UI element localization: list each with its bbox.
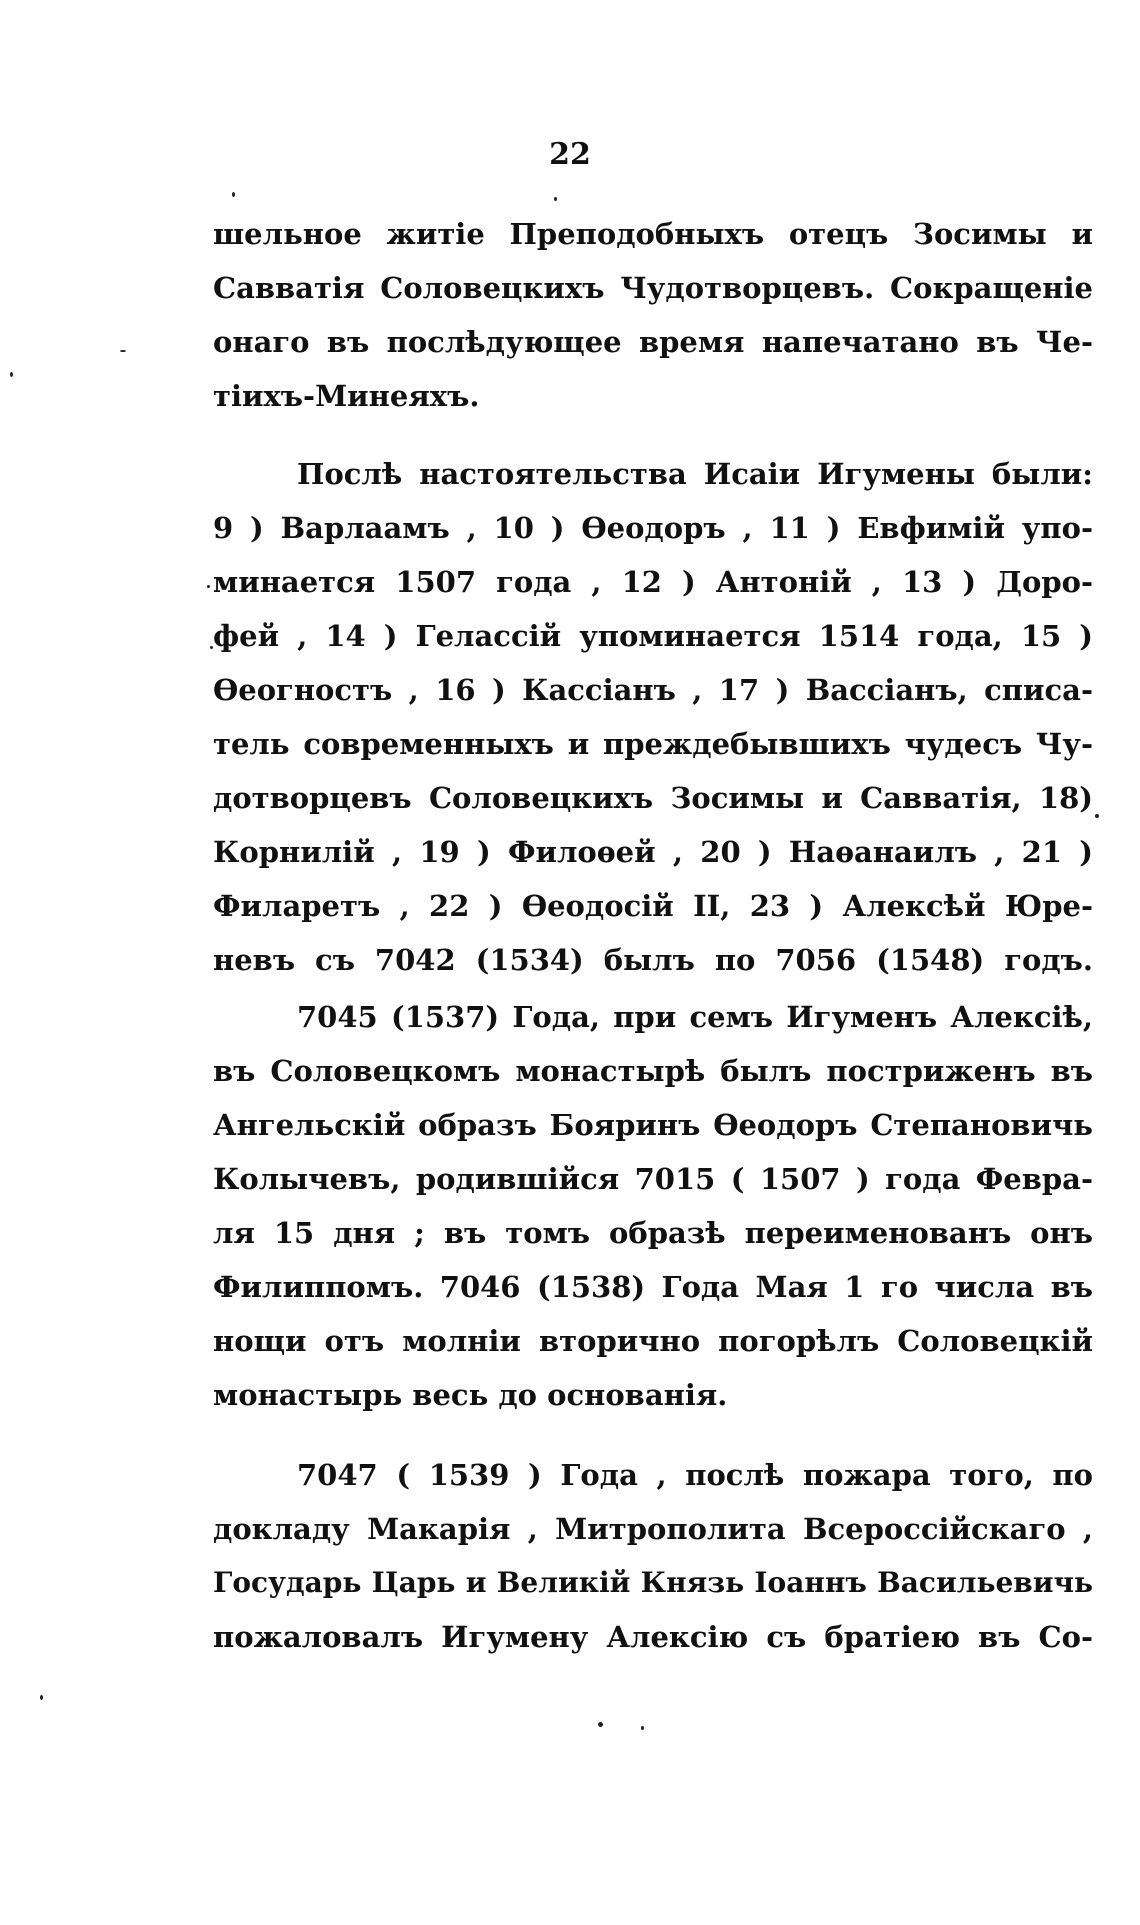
scan-speck (641, 1726, 644, 1730)
text-line: Корнилій , 19 ) Филоѳей , 20 ) Наѳанаилъ , 21 ) (213, 835, 1093, 869)
scan-speck (232, 192, 235, 197)
scan-speck (120, 350, 126, 352)
text-line: шельное житіе Преподобныхъ отецъ Зосимы и (213, 217, 1093, 251)
paragraph-2 (213, 447, 1093, 987)
text-line: монастырь весь до основанія. (213, 1378, 728, 1412)
paragraph-1 (213, 207, 1093, 423)
text-line: 7045 (1537) Года, при семъ Игуменъ Алексіѣ, (297, 1000, 1093, 1034)
text-line: Савватія Соловецкихъ Чудотворцевъ. Сокращеніе (213, 271, 1093, 305)
page-number: 22 (549, 137, 591, 172)
scan-speck (598, 1722, 603, 1727)
scan-speck (10, 372, 13, 377)
text-line: пожаловалъ Игумену Алексію съ братіею въ Со- (213, 1620, 1093, 1654)
scan-speck (40, 1695, 43, 1700)
text-line: нощи отъ молніи вторично погорѣлъ Соловецкій (213, 1324, 1093, 1358)
paragraph-3 (213, 990, 1093, 1422)
paragraph-4 (213, 1448, 1093, 1664)
text-line: 7047 ( 1539 ) Года , послѣ пожара того, по (297, 1458, 1093, 1492)
text-line: Ѳеогностъ , 16 ) Кассіанъ , 17 ) Вассіанъ, списа- (213, 673, 1093, 707)
text-line: 9 ) Варлаамъ , 10 ) Ѳеодоръ , 11 ) Евфимій упо- (213, 511, 1093, 545)
text-line: дотворцевъ Соловецкихъ Зосимы и Савватія, 18) (213, 781, 1093, 815)
text-line: Филиппомъ. 7046 (1538) Года Мая 1 го числа въ (213, 1270, 1093, 1304)
text-line: Колычевъ, родившійся 7015 ( 1507 ) года Февра- (213, 1162, 1093, 1196)
text-line: докладу Макарія , Митрополита Всероссійскаго , (213, 1512, 1093, 1546)
text-line: Послѣ настоятельства Исаіи Игумены были: (297, 457, 1093, 491)
scan-speck (554, 197, 557, 201)
text-line: минается 1507 года , 12 ) Антоній , 13 ) Доро- (213, 565, 1093, 599)
text-line: Филаретъ , 22 ) Ѳеодосій II, 23 ) Алексѣй Юре- (213, 889, 1093, 923)
scan-speck (210, 646, 213, 649)
text-line: тіихъ-Минеяхъ. (213, 379, 480, 413)
text-line: невъ съ 7042 (1534) былъ по 7056 (1548) годъ. (213, 943, 1093, 977)
text-line: въ Соловецкомъ монастырѣ былъ постриженъ въ (213, 1054, 1093, 1088)
text-line: тель современныхъ и преждебывшихъ чудесъ Чу- (213, 727, 1093, 761)
text-line: фей , 14 ) Гелассій упоминается 1514 года, 15 ) (213, 619, 1093, 653)
text-line: ля 15 дня ; въ томъ образѣ переименованъ онъ (213, 1216, 1093, 1250)
text-line: Ангельскій образъ Бояринъ Ѳеодоръ Степановичь (213, 1108, 1093, 1142)
text-line: онаго въ послѣдующее время напечатано въ Че- (213, 325, 1093, 359)
scan-speck (1095, 814, 1099, 818)
scan-speck (207, 585, 210, 588)
text-line: Государь Царь и Великій Князь Іоаннъ Васильевичь (213, 1566, 1093, 1599)
